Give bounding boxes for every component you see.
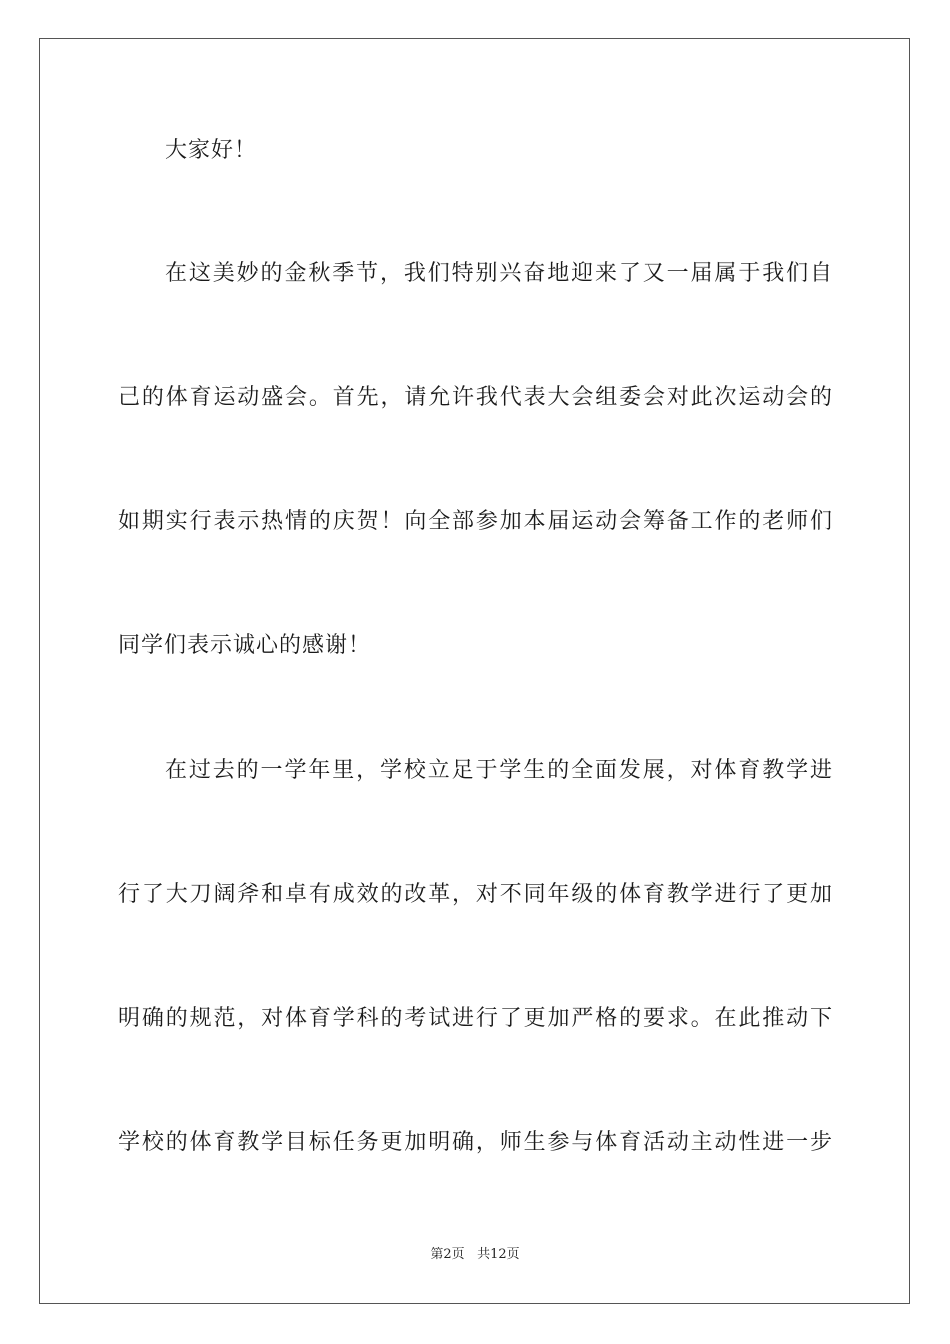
text-line: 行了大刀阔斧和卓有成效的改革，对不同年级的体育教学进行了更加 [118, 882, 832, 907]
text-line: 学校的体育教学目标任务更加明确，师生参与体育活动主动性进一步 [118, 1130, 832, 1155]
text-line: 同学们表示诚心的感谢！ [118, 633, 372, 658]
text-line: 在这美妙的金秋季节，我们特别兴奋地迎来了又一届属于我们自 [165, 261, 832, 286]
text-line: 在过去的一学年里，学校立足于学生的全面发展，对体育教学进 [165, 758, 832, 783]
page-total: 共12页 [477, 1247, 520, 1262]
page-number: 第2页 [430, 1247, 465, 1262]
text-line: 己的体育运动盛会。首先，请允许我代表大会组委会对此次运动会的 [118, 385, 832, 410]
page-footer [0, 1246, 950, 1264]
text-line: 明确的规范，对体育学科的考试进行了更加严格的要求。在此推动下 [118, 1006, 832, 1031]
text-line-greeting: 大家好！ [165, 138, 258, 163]
text-line: 如期实行表示热情的庆贺！向全部参加本届运动会筹备工作的老师们 [118, 509, 832, 534]
page-frame [39, 38, 910, 1304]
